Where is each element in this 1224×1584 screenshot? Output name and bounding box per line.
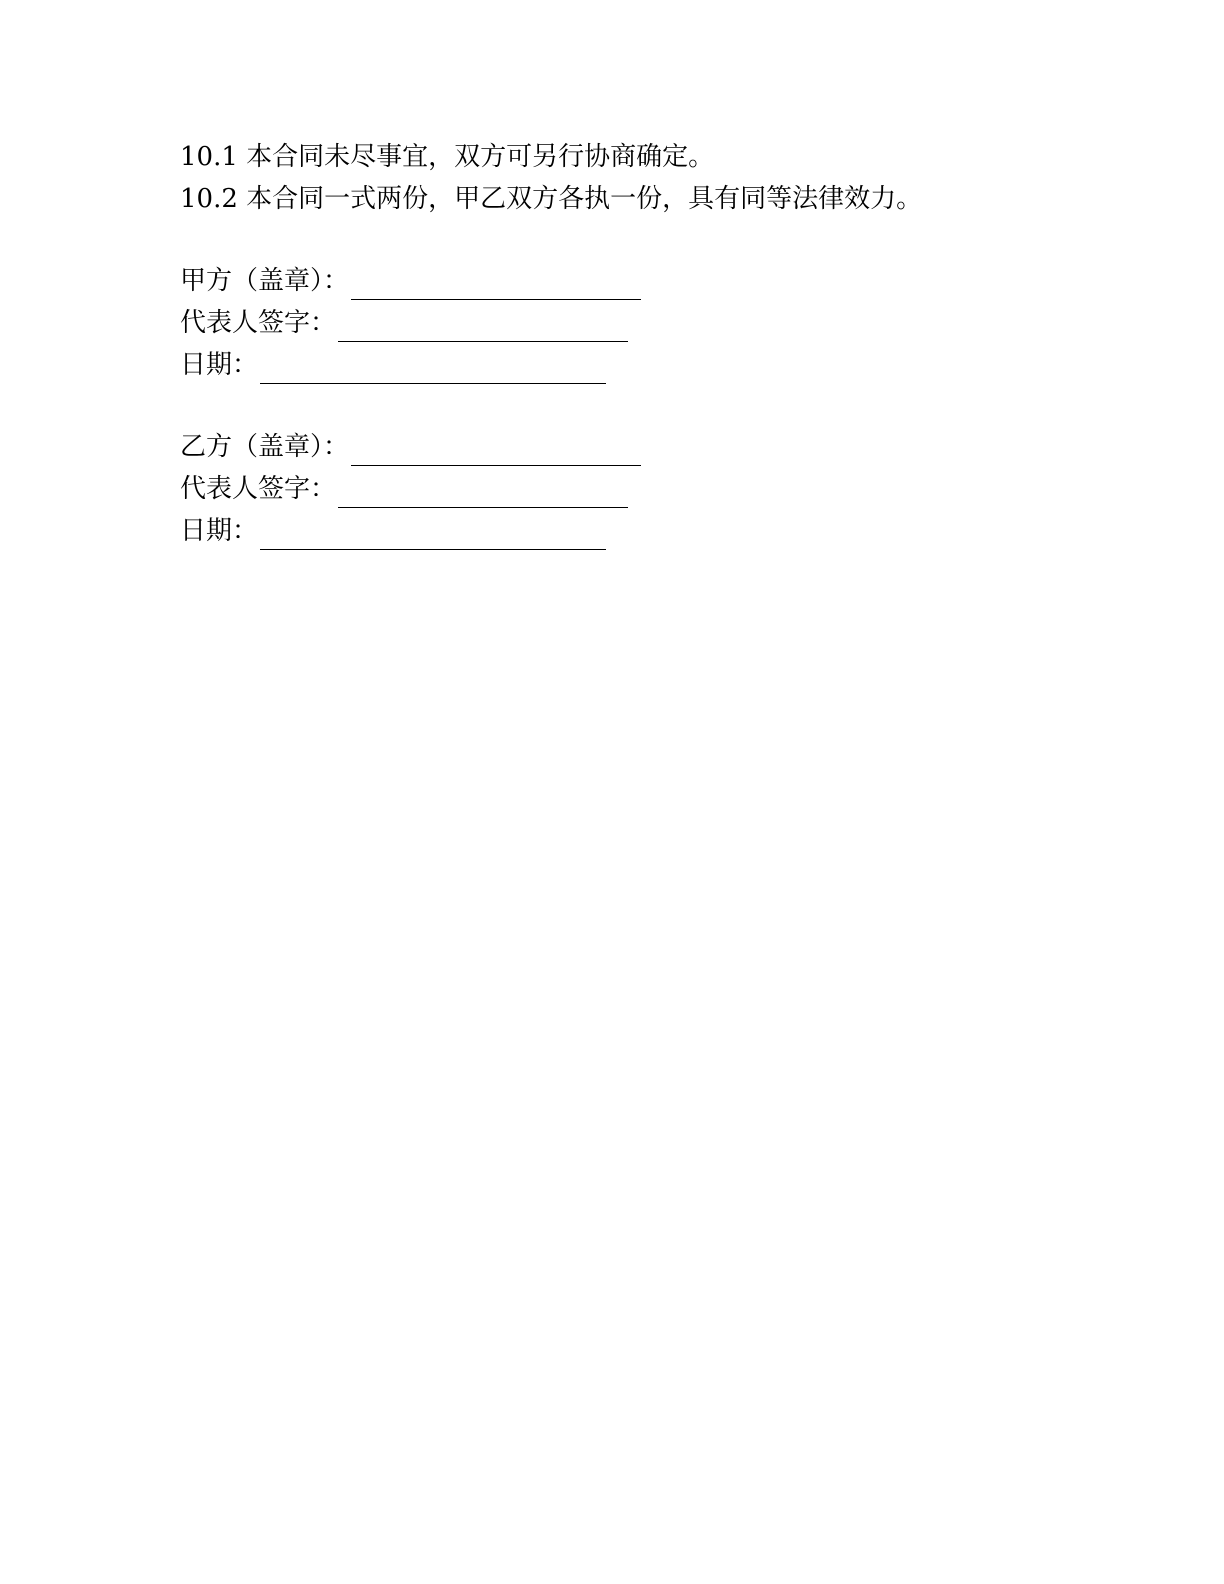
party-b-seal-blank[interactable] — [351, 435, 641, 466]
party-a-signature-label: 代表人签字： — [180, 308, 337, 338]
party-b-signature-label: 代表人签字： — [180, 474, 337, 504]
spacer — [180, 386, 1040, 426]
party-a-seal-label: 甲方（盖章）： — [180, 266, 350, 296]
party-b-seal-label: 乙方（盖章）： — [180, 432, 350, 462]
party-b-seal-row — [180, 426, 1040, 468]
party-b-date-row — [180, 510, 1040, 552]
party-b-signature-row — [180, 468, 1040, 510]
party-b-signature-block — [180, 426, 1040, 552]
clause-text: 本合同未尽事宜，双方可另行协商确定。 — [246, 142, 715, 172]
party-b-signature-blank[interactable] — [338, 477, 628, 508]
party-a-date-blank[interactable] — [260, 353, 606, 384]
party-a-signature-block — [180, 260, 1040, 386]
party-a-date-row — [180, 344, 1040, 386]
party-b-date-blank[interactable] — [260, 519, 606, 550]
party-a-signature-row — [180, 302, 1040, 344]
clause-10-2 — [180, 178, 1040, 220]
contract-body — [180, 136, 1040, 552]
clause-number: 10.2 — [180, 184, 238, 214]
party-a-signature-blank[interactable] — [338, 311, 628, 342]
clause-10-1 — [180, 136, 1040, 178]
spacer — [180, 220, 1040, 260]
party-b-date-label: 日期： — [180, 516, 259, 546]
party-a-seal-blank[interactable] — [351, 269, 641, 300]
clause-number: 10.1 — [180, 142, 238, 172]
party-a-seal-row — [180, 260, 1040, 302]
party-a-date-label: 日期： — [180, 350, 259, 380]
clause-text: 本合同一式两份，甲乙双方各执一份，具有同等法律效力。 — [246, 184, 923, 214]
